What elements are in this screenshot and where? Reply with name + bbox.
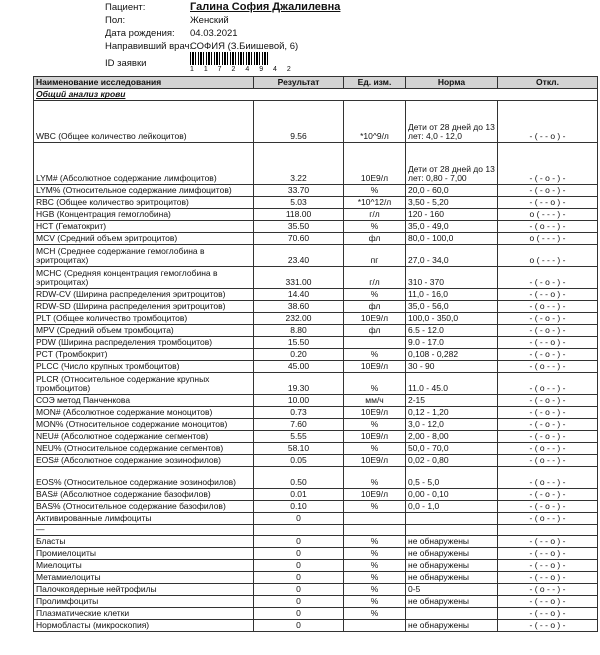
norm-cell: 35,0 - 56,0 <box>406 301 498 313</box>
test-name-cell: BAS% (Относительное содержание базофилов) <box>34 501 254 513</box>
result-cell: 10.00 <box>254 395 344 407</box>
table-row <box>34 431 598 443</box>
test-name-cell: WBC (Общее количество лейкоцитов) <box>34 101 254 143</box>
table-row <box>34 337 598 349</box>
deviation-cell: - ( - о - ) - <box>498 325 598 337</box>
norm-cell: 11.0 - 45.0 <box>406 373 498 395</box>
table-row <box>34 607 598 619</box>
result-cell: 14.40 <box>254 289 344 301</box>
result-cell: 0 <box>254 513 344 525</box>
deviation-cell: - ( о - - ) - <box>498 513 598 525</box>
norm-cell: 2-15 <box>406 395 498 407</box>
result-cell: 23.40 <box>254 245 344 267</box>
test-name-cell: Плазматические клетки <box>34 607 254 619</box>
deviation-cell: о ( - - - ) - <box>498 245 598 267</box>
deviation-cell: - ( о - - ) - <box>498 361 598 373</box>
table-row <box>34 419 598 431</box>
test-name-cell: RDW-SD (Ширина распределения эритроцитов) <box>34 301 254 313</box>
table-row <box>34 535 598 547</box>
request-id-label: ID заявки <box>105 58 147 69</box>
test-name-cell: HCT (Гематокрит) <box>34 221 254 233</box>
norm-cell <box>406 607 498 619</box>
result-cell: 35.50 <box>254 221 344 233</box>
deviation-cell: - ( - - о ) - <box>498 101 598 143</box>
norm-cell: 0,108 - 0,282 <box>406 349 498 361</box>
unit-cell: фл <box>344 301 406 313</box>
deviation-cell: - ( - о - ) - <box>498 267 598 289</box>
deviation-cell: - ( - о - ) - <box>498 431 598 443</box>
norm-cell: 3,50 - 5,20 <box>406 197 498 209</box>
request-id-value: 1 1 7 2 4 9 4 2 <box>190 66 295 73</box>
deviation-cell: - ( - - о ) - <box>498 607 598 619</box>
table-row <box>34 101 598 143</box>
section-title: Общий анализ крови <box>34 89 598 101</box>
deviation-cell: - ( - - о ) - <box>498 595 598 607</box>
test-name-cell: Активированные лимфоциты <box>34 513 254 525</box>
table-row <box>34 185 598 197</box>
table-row <box>34 407 598 419</box>
norm-cell: не обнаружены <box>406 595 498 607</box>
sex-value: Женский <box>190 15 229 26</box>
deviation-cell: - ( - о - ) - <box>498 419 598 431</box>
test-name-cell: MCHC (Средняя концентрация гемоглобина в эритроцитах) <box>34 267 254 289</box>
norm-cell: 27,0 - 34,0 <box>406 245 498 267</box>
table-row <box>34 221 598 233</box>
norm-cell <box>406 513 498 525</box>
unit-cell: % <box>344 221 406 233</box>
unit-cell: % <box>344 535 406 547</box>
unit-cell <box>344 337 406 349</box>
unit-cell: *10^9/л <box>344 101 406 143</box>
result-cell: 5.03 <box>254 197 344 209</box>
header-unit: Ед. изм. <box>344 77 406 89</box>
table-row <box>34 443 598 455</box>
norm-cell: 0,5 - 5,0 <box>406 467 498 489</box>
result-cell: 5.55 <box>254 431 344 443</box>
patient-header <box>0 0 600 76</box>
test-name-cell: — <box>34 525 254 536</box>
table-row <box>34 209 598 221</box>
table-row <box>34 313 598 325</box>
unit-cell: % <box>344 185 406 197</box>
result-cell <box>254 525 344 536</box>
dob-value: 04.03.2021 <box>190 28 238 39</box>
test-name-cell: EOS% (Относительное содержание эозинофилов) <box>34 467 254 489</box>
norm-cell: не обнаружены <box>406 547 498 559</box>
norm-cell: 3,0 - 12,0 <box>406 419 498 431</box>
table-row <box>34 525 598 536</box>
table-row <box>34 571 598 583</box>
result-cell: 0 <box>254 595 344 607</box>
doctor-label: Направивший врач: <box>105 41 193 52</box>
test-name-cell: Нормобласты (микроскопия) <box>34 619 254 631</box>
result-cell: 0 <box>254 571 344 583</box>
result-cell: 58.10 <box>254 443 344 455</box>
table-row <box>34 559 598 571</box>
deviation-cell: - ( - - о ) - <box>498 571 598 583</box>
test-name-cell: MON% (Относительное содержание моноцитов) <box>34 419 254 431</box>
deviation-cell: - ( - - о ) - <box>498 547 598 559</box>
deviation-cell: - ( - - о ) - <box>498 535 598 547</box>
norm-cell: 0,00 - 0,10 <box>406 489 498 501</box>
deviation-cell: - ( - - о ) - <box>498 337 598 349</box>
result-cell: 0 <box>254 583 344 595</box>
deviation-cell: - ( о - - ) - <box>498 373 598 395</box>
deviation-cell: о ( - - - ) - <box>498 209 598 221</box>
deviation-cell: - ( - - о ) - <box>498 619 598 631</box>
result-cell: 9.56 <box>254 101 344 143</box>
unit-cell: % <box>344 467 406 489</box>
unit-cell: г/л <box>344 267 406 289</box>
norm-cell: Дети от 28 дней до 13 лет: 4,0 - 12,0 <box>406 101 498 143</box>
norm-cell: 2,00 - 8,00 <box>406 431 498 443</box>
test-name-cell: HGB (Концентрация гемоглобина) <box>34 209 254 221</box>
norm-cell: 11,0 - 16,0 <box>406 289 498 301</box>
table-row <box>34 501 598 513</box>
section-row <box>34 89 598 101</box>
norm-cell: не обнаружены <box>406 559 498 571</box>
table-row <box>34 361 598 373</box>
unit-cell <box>344 513 406 525</box>
unit-cell: % <box>344 419 406 431</box>
norm-cell: 0-5 <box>406 583 498 595</box>
test-name-cell: Миелоциты <box>34 559 254 571</box>
test-name-cell: MPV (Средний объем тромбоцита) <box>34 325 254 337</box>
test-name-cell: PCT (Тромбокрит) <box>34 349 254 361</box>
unit-cell: фл <box>344 325 406 337</box>
norm-cell: не обнаружены <box>406 619 498 631</box>
unit-cell: пг <box>344 245 406 267</box>
test-name-cell: LYM# (Абсолютное содержание лимфоцитов) <box>34 143 254 185</box>
unit-cell: фл <box>344 233 406 245</box>
test-name-cell: Палочкоядерные нейтрофилы <box>34 583 254 595</box>
unit-cell: *10^12/л <box>344 197 406 209</box>
table-row <box>34 513 598 525</box>
test-name-cell: NEU# (Абсолютное содержание сегментов) <box>34 431 254 443</box>
unit-cell: 10E9/л <box>344 489 406 501</box>
table-row <box>34 595 598 607</box>
result-cell: 19.30 <box>254 373 344 395</box>
table-row <box>34 349 598 361</box>
table-row <box>34 289 598 301</box>
result-cell: 0.01 <box>254 489 344 501</box>
norm-cell: 6.5 - 12.0 <box>406 325 498 337</box>
deviation-cell: - ( о - - ) - <box>498 221 598 233</box>
test-name-cell: RBC (Общее количество эритроцитов) <box>34 197 254 209</box>
results-table <box>33 76 598 632</box>
test-name-cell: Бласты <box>34 535 254 547</box>
unit-cell: % <box>344 595 406 607</box>
result-cell: 0 <box>254 619 344 631</box>
table-row <box>34 301 598 313</box>
result-cell: 70.60 <box>254 233 344 245</box>
unit-cell: 10E9/л <box>344 455 406 467</box>
unit-cell <box>344 619 406 631</box>
test-name-cell: BAS# (Абсолютное содержание базофилов) <box>34 489 254 501</box>
table-row <box>34 267 598 289</box>
unit-cell: г/л <box>344 209 406 221</box>
header-deviation: Откл. <box>498 77 598 89</box>
test-name-cell: MCV (Средний объем эритроцитов) <box>34 233 254 245</box>
norm-cell: 100,0 - 350,0 <box>406 313 498 325</box>
unit-cell: % <box>344 607 406 619</box>
deviation-cell: - ( - о - ) - <box>498 313 598 325</box>
unit-cell: % <box>344 559 406 571</box>
unit-cell: % <box>344 571 406 583</box>
deviation-cell: - ( - о - ) - <box>498 395 598 407</box>
norm-cell: 0,0 - 1,0 <box>406 501 498 513</box>
test-name-cell: Промиелоциты <box>34 547 254 559</box>
norm-cell: 0,12 - 1,20 <box>406 407 498 419</box>
barcode-image <box>190 52 270 65</box>
table-row <box>34 489 598 501</box>
test-name-cell: MON# (Абсолютное содержание моноцитов) <box>34 407 254 419</box>
norm-cell: 120 - 160 <box>406 209 498 221</box>
norm-cell: 310 - 370 <box>406 267 498 289</box>
result-cell: 0.10 <box>254 501 344 513</box>
unit-cell: % <box>344 583 406 595</box>
result-cell: 8.80 <box>254 325 344 337</box>
dob-label: Дата рождения: <box>105 28 175 39</box>
unit-cell: % <box>344 443 406 455</box>
test-name-cell: EOS# (Абсолютное содержание эозинофилов) <box>34 455 254 467</box>
unit-cell: % <box>344 373 406 395</box>
table-row <box>34 373 598 395</box>
doctor-value: СОФИЯ (З.Биишевой, 6) <box>190 41 299 52</box>
unit-cell: мм/ч <box>344 395 406 407</box>
results-header-row <box>34 77 598 89</box>
result-cell: 0.20 <box>254 349 344 361</box>
table-row <box>34 467 598 489</box>
deviation-cell: - ( - о - ) - <box>498 185 598 197</box>
result-cell: 0.50 <box>254 467 344 489</box>
result-cell: 331.00 <box>254 267 344 289</box>
norm-cell: 30 - 90 <box>406 361 498 373</box>
deviation-cell: - ( - - о ) - <box>498 289 598 301</box>
deviation-cell: - ( о - - ) - <box>498 443 598 455</box>
deviation-cell: - ( - - о ) - <box>498 559 598 571</box>
deviation-cell: - ( - о - ) - <box>498 407 598 419</box>
result-cell: 15.50 <box>254 337 344 349</box>
header-norm: Норма <box>406 77 498 89</box>
header-name: Наименование исследования <box>34 77 254 89</box>
deviation-cell: - ( - - о ) - <box>498 197 598 209</box>
norm-cell: 80,0 - 100,0 <box>406 233 498 245</box>
patient-label: Пациент: <box>105 2 146 13</box>
result-cell: 0 <box>254 547 344 559</box>
unit-cell <box>344 525 406 536</box>
deviation-cell: - ( - о - ) - <box>498 349 598 361</box>
norm-cell: Дети от 28 дней до 13 лет: 0,80 - 7,00 <box>406 143 498 185</box>
table-row <box>34 547 598 559</box>
result-cell: 0 <box>254 607 344 619</box>
norm-cell: 50,0 - 70,0 <box>406 443 498 455</box>
deviation-cell: - ( о - - ) - <box>498 301 598 313</box>
result-cell: 33.70 <box>254 185 344 197</box>
unit-cell: 10E9/л <box>344 431 406 443</box>
test-name-cell: Метамиелоциты <box>34 571 254 583</box>
norm-cell: 20,0 - 60,0 <box>406 185 498 197</box>
test-name-cell: RDW-CV (Ширина распределения эритроцитов) <box>34 289 254 301</box>
result-cell: 232.00 <box>254 313 344 325</box>
norm-cell <box>406 525 498 536</box>
deviation-cell: - ( о - - ) - <box>498 583 598 595</box>
result-cell: 38.60 <box>254 301 344 313</box>
table-row <box>34 619 598 631</box>
unit-cell: % <box>344 349 406 361</box>
deviation-cell: - ( - о - ) - <box>498 143 598 185</box>
norm-cell: 9.0 - 17.0 <box>406 337 498 349</box>
patient-name: Галина София Джалилевна <box>190 1 341 13</box>
unit-cell: % <box>344 289 406 301</box>
deviation-cell: - ( о - - ) - <box>498 467 598 489</box>
table-row <box>34 455 598 467</box>
result-cell: 0.05 <box>254 455 344 467</box>
result-cell: 118.00 <box>254 209 344 221</box>
unit-cell: % <box>344 501 406 513</box>
deviation-cell: - ( - о - ) - <box>498 501 598 513</box>
test-name-cell: MCH (Среднее содержание гемоглобина в эритроцитах) <box>34 245 254 267</box>
unit-cell: 10E9/л <box>344 313 406 325</box>
table-row <box>34 143 598 185</box>
unit-cell: 10E9/л <box>344 143 406 185</box>
test-name-cell: СОЭ метод Панченкова <box>34 395 254 407</box>
test-name-cell: PLCC (Число крупных тромбоцитов) <box>34 361 254 373</box>
result-cell: 0 <box>254 535 344 547</box>
table-row <box>34 197 598 209</box>
unit-cell: 10E9/л <box>344 361 406 373</box>
test-name-cell: LYM% (Относительное содержание лимфоцитов) <box>34 185 254 197</box>
deviation-cell <box>498 525 598 536</box>
result-cell: 0.73 <box>254 407 344 419</box>
result-cell: 7.60 <box>254 419 344 431</box>
norm-cell: не обнаружены <box>406 571 498 583</box>
norm-cell: не обнаружены <box>406 535 498 547</box>
table-row <box>34 325 598 337</box>
header-result: Результат <box>254 77 344 89</box>
test-name-cell: PLCR (Относительное содержание крупных тромбоцитов) <box>34 373 254 395</box>
test-name-cell: Пролимфоциты <box>34 595 254 607</box>
test-name-cell: PDW (Ширина распределения тромбоцитов) <box>34 337 254 349</box>
deviation-cell: о ( - - - ) - <box>498 233 598 245</box>
result-cell: 3.22 <box>254 143 344 185</box>
norm-cell: 35,0 - 49,0 <box>406 221 498 233</box>
unit-cell: % <box>344 547 406 559</box>
norm-cell: 0,02 - 0,80 <box>406 455 498 467</box>
unit-cell: 10E9/л <box>344 407 406 419</box>
table-row <box>34 233 598 245</box>
test-name-cell: NEU% (Относительное содержание сегментов) <box>34 443 254 455</box>
test-name-cell: PLT (Общее количество тромбоцитов) <box>34 313 254 325</box>
deviation-cell: - ( о - - ) - <box>498 455 598 467</box>
table-row <box>34 245 598 267</box>
table-row <box>34 395 598 407</box>
table-row <box>34 583 598 595</box>
deviation-cell: - ( - о - ) - <box>498 489 598 501</box>
sex-label: Пол: <box>105 15 126 26</box>
result-cell: 45.00 <box>254 361 344 373</box>
result-cell: 0 <box>254 559 344 571</box>
